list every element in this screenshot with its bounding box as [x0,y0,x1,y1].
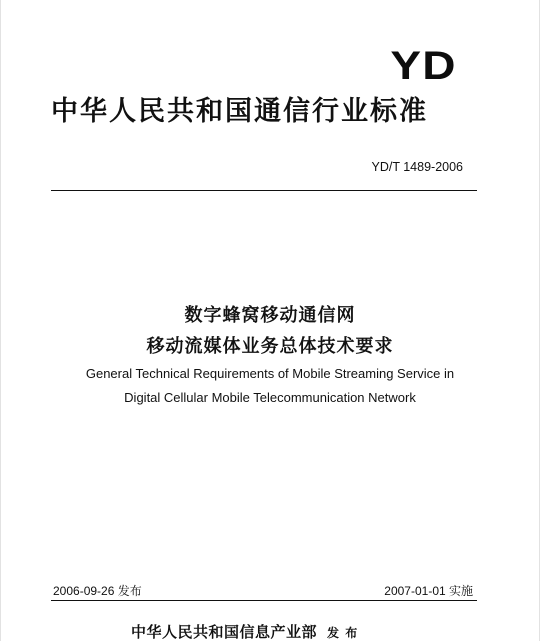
english-title-line-2: Digital Cellular Mobile Telecommunication Network [124,390,416,405]
standard-category-title: 中华人民共和国通信行业标准 [51,96,428,127]
english-title-line-1: General Technical Requirements of Mobile Streaming Service in [85,366,455,381]
bottom-divider [51,600,477,601]
issue-date: 2006-09-26 发布 [53,584,142,598]
top-divider [51,190,477,191]
publisher-name: 中华人民共和国信息产业部 [131,623,318,641]
yd-logo: YD [390,44,457,88]
standard-number: YD/T 1489-2006 [371,160,463,174]
chinese-title-line-1: 数字蜂窝移动通信网 [184,305,356,326]
implementation-date: 2007-01-01 实施 [384,584,473,598]
chinese-title-line-2: 移动流媒体业务总体技术要求 [146,336,394,357]
publisher [131,621,358,642]
publisher-label: 发 布 [327,626,359,640]
